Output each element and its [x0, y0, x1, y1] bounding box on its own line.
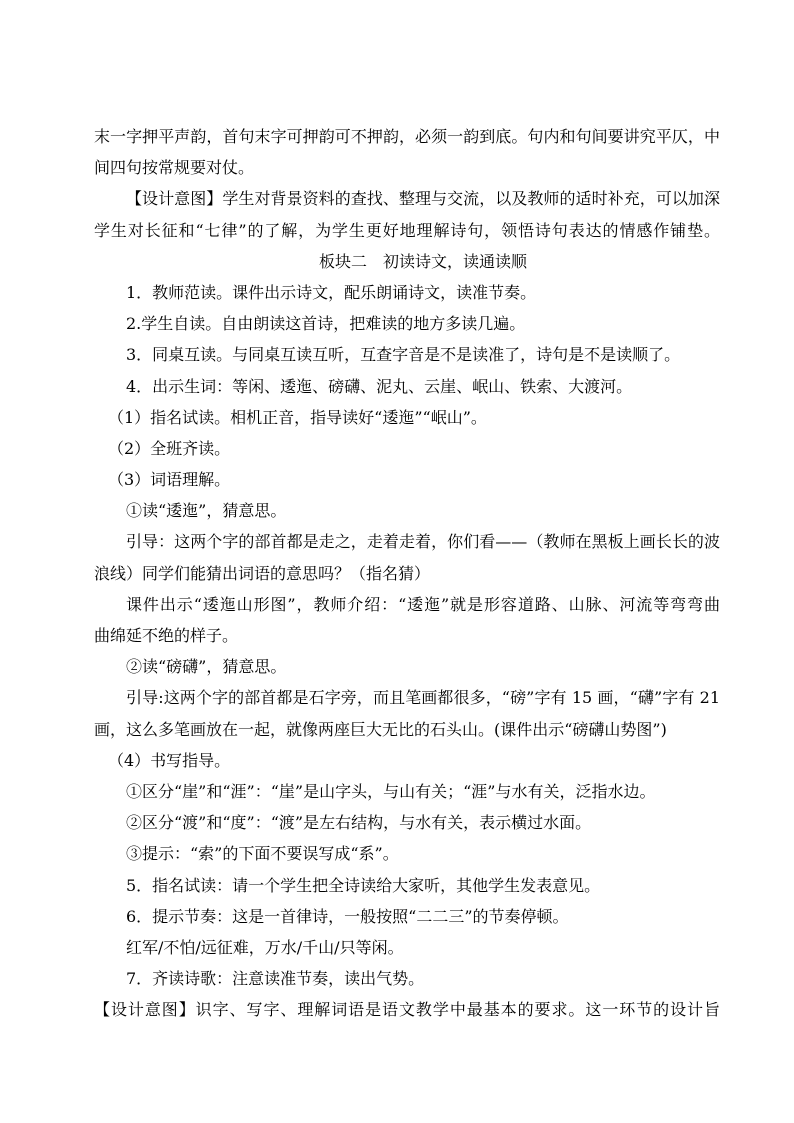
paragraph-line: 画，这么多笔画放在一起，就像两座巨大无比的石头山。(课件出示“磅礴山势图”)	[94, 719, 667, 739]
paragraph-line: ①读“逶迤”，猜意思。	[126, 501, 287, 521]
list-item: 2.学生自读。自由朗读这首诗，把难读的地方多读几遍。	[126, 314, 526, 334]
list-item: 3．同桌互读。与同桌互读互听，互查字音是不是读准了，诗句是不是读顺了。	[126, 345, 681, 365]
paragraph-line: ②区分“渡”和“度”：“渡”是左右结构，与水有关，表示横过水面。	[126, 813, 592, 833]
list-item: 6．提示节奏：这是一首律诗，一般按照“二二三”的节奏停顿。	[126, 906, 569, 926]
list-item: 4．出示生词：等闲、逶迤、磅礴、泥丸、云崖、岷山、铁索、大渡河。	[126, 376, 633, 396]
paragraph-line: 末一字押平声韵，首句末字可押韵可不押韵，必须一韵到底。句内和句间要讲究平仄，中	[94, 127, 720, 146]
document-body	[94, 121, 720, 1025]
sub-list-item: （1）指名试读。相机正音，指导读好“逶迤”“岷山”。	[108, 407, 487, 427]
design-intent-line: 【设计意图】识字、写字、理解词语是语文教学中最基本的要求。这一环节的设计旨	[94, 1000, 720, 1020]
paragraph-line: 曲绵延不绝的样子。	[94, 626, 239, 645]
poem-rhythm-line: 红军/不怕/远征难，万水/千山/只等闲。	[126, 937, 404, 957]
sub-list-item: （3）词语理解。	[108, 470, 231, 490]
paragraph-line: ③提示：“索”的下面不要误写成“系”。	[126, 844, 399, 864]
section-heading: 板块二 初读诗文，读通读顺	[318, 251, 527, 271]
paragraph-line: ①区分“崖”和“涯”：“崖”是山字头，与山有关；“涯”与水有关，泛指水边。	[126, 781, 656, 801]
sub-list-item: （4）书写指导。	[108, 750, 231, 770]
paragraph-line: 浪线）同学们能猜出词语的意思吗？（指名猜）	[94, 563, 431, 583]
paragraph-line: 学生对长征和“七律”的了解，为学生更好地理解诗句，领悟诗句表达的情感作铺垫。	[94, 220, 720, 240]
paragraph-line: 课件出示“逶迤山形图”，教师介绍：“逶迤”就是形容道路、山脉、河流等弯弯曲	[126, 594, 720, 614]
paragraph-line: 引导:这两个字的部首都是石字旁，而且笔画都很多，“磅”字有 15 画，“礴”字有 21	[126, 688, 720, 708]
list-item: 7．齐读诗歌：注意读准节奏，读出气势。	[126, 969, 425, 989]
paragraph-line: ②读“磅礴”，猜意思。	[126, 657, 287, 677]
list-item: 5．指名试读：请一个学生把全诗读给大家听，其他学生发表意见。	[126, 875, 601, 895]
list-item: 1．教师范读。课件出示诗文，配乐朗诵诗文，读准节奏。	[126, 282, 537, 302]
paragraph-line: 间四句按常规要对仗。	[94, 158, 255, 178]
paragraph-line: 引导：这两个字的部首都是走之，走着走着，你们看——（教师在黑板上画长长的波	[126, 532, 720, 552]
design-intent-line: 【设计意图】学生对背景资料的查找、整理与交流，以及教师的适时补充，可以加深	[126, 189, 720, 209]
sub-list-item: （2）全班齐读。	[108, 438, 231, 458]
